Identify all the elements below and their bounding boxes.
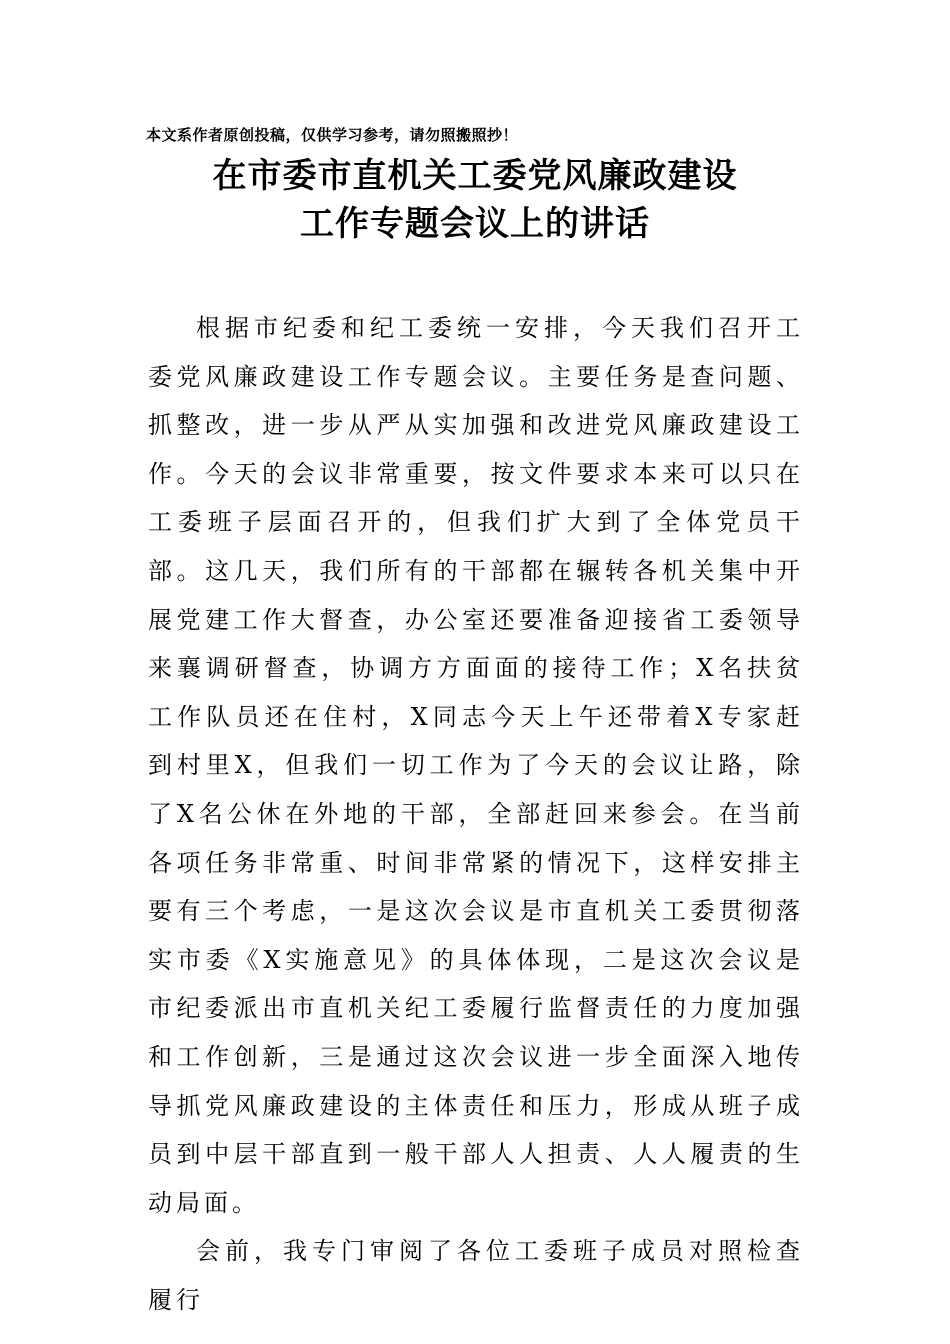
paragraph-1: 根据市纪委和纪工委统一安排，今天我们召开工委党风廉政建设工作专题会议。主要任务是查问题、抓整改，进一步从严从实加强和改进党风廉政建设工作。今天的会议非常重要，按文件要求本来可以只在工委班子层面召开的，但我们扩大到了全体党员干部。这几天，我们所有的干部都在辗转各机关集中开展党建工作大督查，办公室还要准备迎接省工委领导来襄调研督查，协调方方面面的接待工作；X名扶贫工作队员还在住村，X同志今天上午还带着X专家赶到村里X，但我们一切工作为了今天的会议让路，除了X名公休在外地的干部，全部赶回来参会。在当前各项任务非常重、时间非常紧的情况下，这样安排主要有三个考虑，一是这次会议是市直机关工委贯彻落实市委《X实施意见》的具体体现，二是这次会议是市纪委派出市直机关纪工委履行监督责任的力度加强和工作创新，三是通过这次会议进一步全面深入地传导抓党风廉政建设的主体责任和压力，形成从班子成员到中层干部直到一般干部人人担责、人人履责的生动局面。 [148,314,804,1217]
copyright-notice: 本文系作者原创投稿，仅供学习参考，请勿照搬照抄！ [146,126,519,144]
title-line-1: 在市委市直机关工委党风廉政建设 [212,156,738,196]
document-body [148,304,804,1324]
document-title [80,152,870,248]
title-line-2: 工作专题会议上的讲话 [300,204,650,244]
paragraph-2: 会前，我专门审阅了各位工委班子成员对照检查履行 [148,1237,804,1314]
